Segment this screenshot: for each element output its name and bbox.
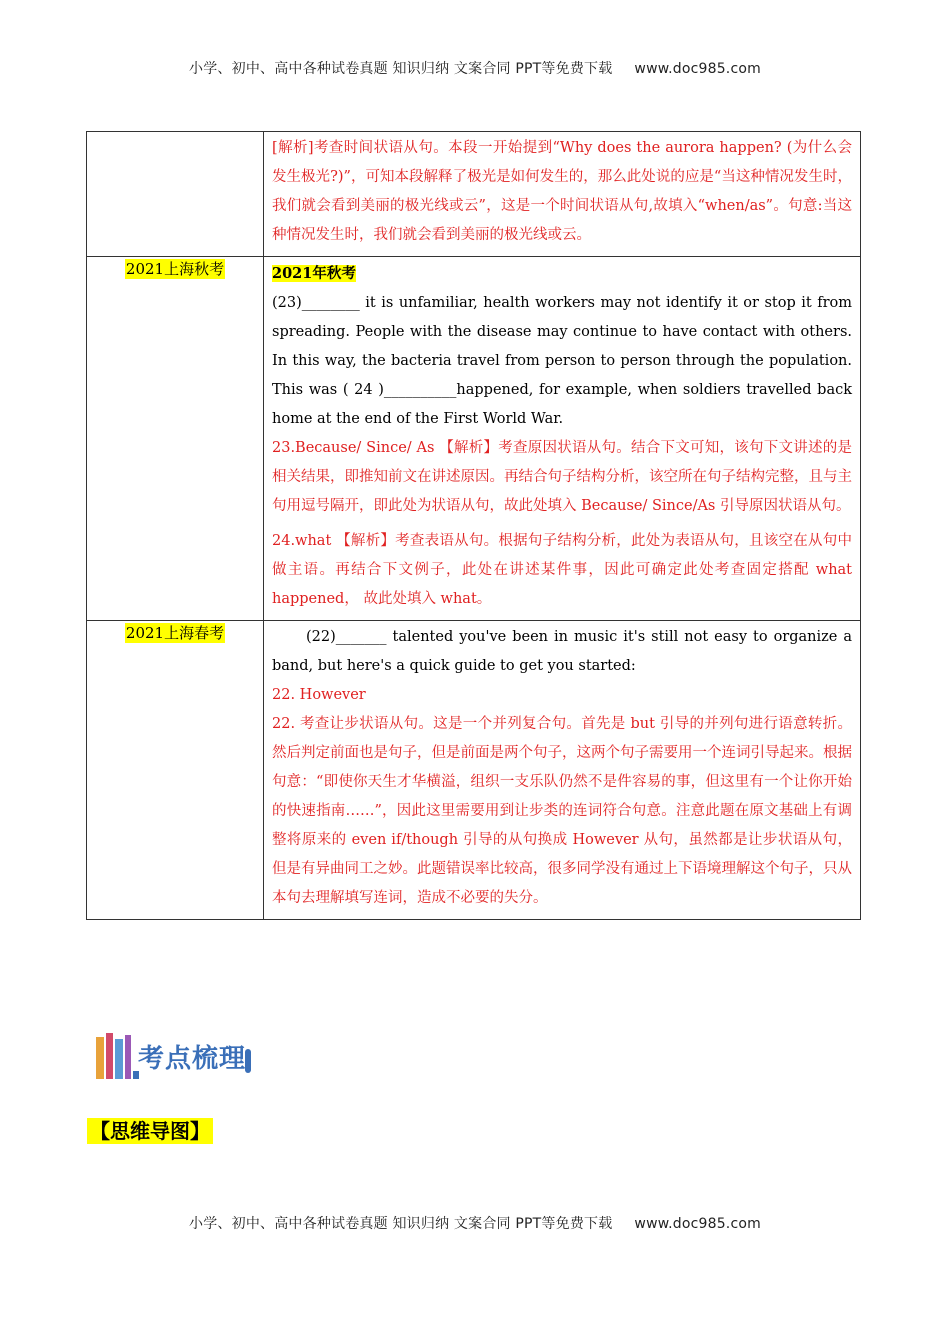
section-title: 2021年秋考 [272,265,356,282]
row-content-cell [264,257,861,621]
exam-label: 2021上海秋考 [125,260,225,278]
row-content-cell [264,132,861,257]
footer-text: 小学、初中、高中各种试卷真题 知识归纳 文案合同 PPT等免费下载 [189,1216,613,1232]
row-content-cell [264,621,861,920]
logo-text: 考点梳理 [138,1044,247,1074]
table-row [87,621,861,920]
table-row [87,257,861,621]
footer-url[interactable]: www.doc985.com [634,1216,761,1232]
answer-24: 24.what 【解析】考查表语从句。根据句子结构分析，此处为表语从句，且该空在从句中做主语。再结合下文例子，此处在讲述某件事，因此可确定此处考查固定搭配 what happened， 故此处填入 what。 [272,533,852,607]
header-url[interactable]: www.doc985.com [634,61,761,77]
row-label-cell [87,621,264,920]
section-logo [93,1023,263,1093]
row-label-cell [87,132,264,257]
answer-table [86,131,861,920]
passage-text: (23)________ it is unfamiliar, health workers may not identify it or stop it from spreading. People with the disease may continue to have contact with others. In this way, the bacteria travel from person to person through the population. This was ( 24 )__________happened, for example, when soldiers travelled back home at the end of the First World War. [272,295,852,427]
table-row [87,132,861,257]
page-header [0,58,950,78]
analysis-text: [解析]考查时间状语从句。本段一开始提到“Why does the aurora happen? (为什么会发生极光?)”，可知本段解释了极光是如何发生的，那么此处说的应是“当这种情况发生时，我们就会看到美丽的极光线或云”，这是一个时间状语从句,故填入“when/as”。句意:当这种情况发生时，我们就会看到美丽的极光线或云。 [272,140,852,243]
exam-label: 2021上海春考 [125,624,225,642]
analysis-text: 22. 考查让步状语从句。这是一个并列复合句。首先是 but 引导的并列句进行语意转折。然后判定前面也是句子，但是前面是两个句子，这两个句子需要用一个连词引导起来。根据句意：“即使你天生才华横溢，组织一支乐队仍然不是件容易的事，但这里有一个让你开始的快速指南……”，因此这里需要用到让步类的连词符合句意。注意此题在原文基础上有调整将原来的 even if/though 引导的从句换成 However 从句，虽然都是让步状语从句，但是有异曲同工之妙。此题错误率比较高，很多同学没有通过上下语境理解这个句子，只从本句去理解填写连词，造成不必要的失分。 [272,716,852,906]
mindmap-heading: 【思维导图】 [87,1118,213,1144]
answer-23: 23.Because/ Since/ As 【解析】考查原因状语从句。结合下文可知，该句下文讲述的是相关结果，即推知前文在讲述原因。再结合句子结构分析，该空所在句子结构完整，且与主句用逗号隔开，即此处为状语从句，故此处填入 Because/ Since/As 引导原因状语从句。 [272,440,852,514]
page-footer [0,1213,950,1233]
passage-text: (22)_______ talented you've been in music it's still not easy to organize a band, but here's a quick guide to get you started: [272,629,852,674]
row-label-cell [87,257,264,621]
header-text: 小学、初中、高中各种试卷真题 知识归纳 文案合同 PPT等免费下载 [189,61,613,77]
answer-22: 22. However [272,687,366,703]
